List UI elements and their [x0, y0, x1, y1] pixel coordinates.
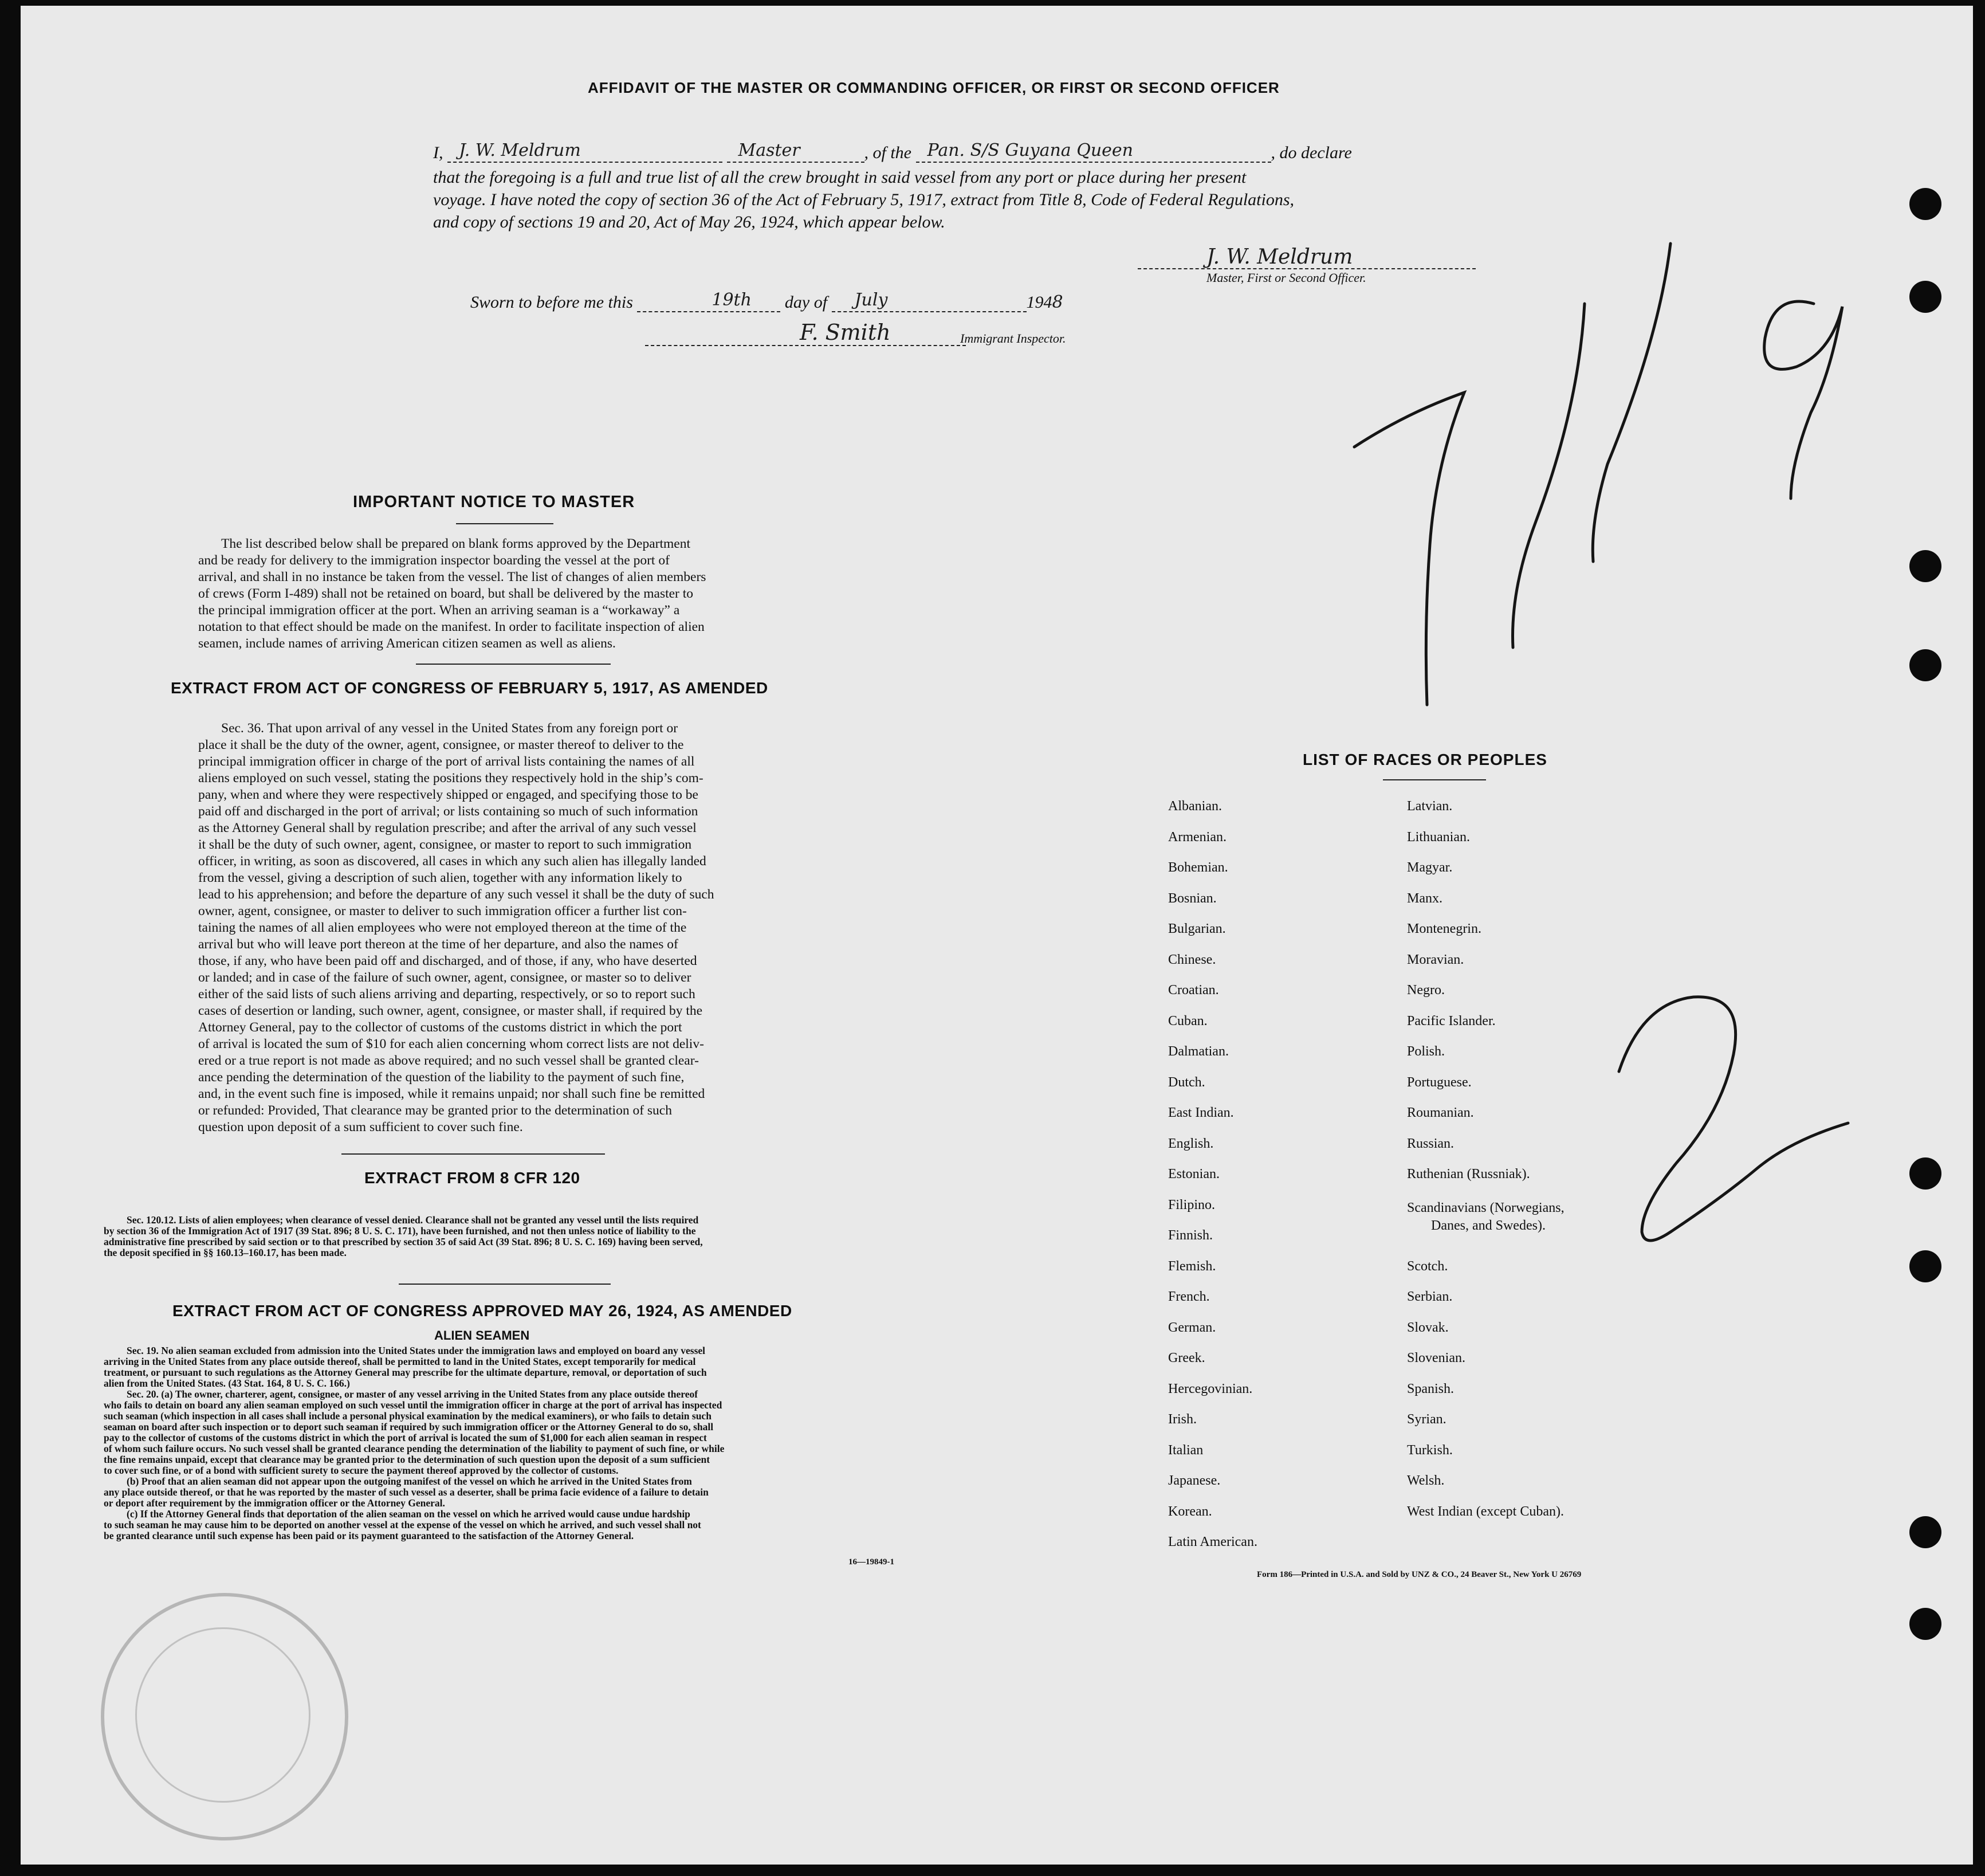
extract-1917-line: either of the said lists of such aliens arriving and departing, respectively, or so to report such [198, 987, 695, 1002]
extract-1917-line: question upon deposit of a sum sufficient to cover such fine. [198, 1120, 523, 1135]
punch-hole [1909, 1157, 1941, 1190]
master-signature-label: Master, First or Second Officer. [1206, 270, 1366, 285]
race-item: Finnish. [1168, 1228, 1213, 1243]
extract-1924-line: (b) Proof that an alien seaman did not appear upon the outgoing manifest of the vessel on which he arrived in the United States from [127, 1475, 692, 1487]
extract-1924-line: alien from the United States. (43 Stat. 164, 8 U. S. C. 166.) [104, 1377, 350, 1389]
extract-1917-line: paid off and discharged in the port of arrival; or lists containing so much of such information [198, 804, 698, 819]
extract-1924-line: treatment, or pursuant to such regulations as the Attorney General may prescribe for the ultimate departure, removal, or deportation of such [104, 1367, 707, 1378]
extract-1924-line: Sec. 20. (a) The owner, charterer, agent, consignee, or master of any vessel arriving in the United States from any place outside thereof [127, 1388, 698, 1400]
race-item: Welsh. [1407, 1473, 1445, 1488]
race-item: Korean. [1168, 1504, 1212, 1519]
punch-hole [1909, 649, 1941, 681]
of-the-text: , of the [864, 143, 911, 162]
punch-hole [1909, 550, 1941, 582]
extract-1917-line: Sec. 36. That upon arrival of any vessel in the United States from any foreign port or [221, 721, 678, 736]
extract-1917-line: owner, agent, consignee, or master to deliver to such immigration officer a further list con- [198, 904, 687, 919]
extract-1917-line: ered or a true report is not made as above required; and no such vessel shall be granted clear- [198, 1053, 699, 1068]
faded-stamp-inner [135, 1627, 310, 1803]
extract-1924-line: to such seaman he may cause him to be deported on another vessel at the expense of the vessel on which he arrived, and such vessel shall not [104, 1519, 701, 1530]
punch-hole [1909, 281, 1941, 313]
race-item: Bosnian. [1168, 891, 1217, 906]
inspector-signature-label: Immigrant Inspector. [960, 331, 1066, 346]
declaration-line-4: and copy of sections 19 and 20, Act of May 26, 1924, which appear below. [433, 213, 945, 231]
race-item: Bulgarian. [1168, 921, 1226, 936]
extract-1924-line: seaman on board after such inspection or to deport such seaman if required by such immigration officer or the Attorney General to do so, shall [104, 1421, 714, 1432]
handwritten-page-number [1338, 223, 1882, 728]
extract-1924-body [104, 1345, 929, 1541]
master-name: J. W. Meldrum [459, 140, 581, 160]
extract-1917-line: ance pending the determination of the question of the liability to the payment of such fine, [198, 1070, 685, 1085]
extract-1924-line: to cover such fine, or of a bond with sufficient surety to secure the payment thereof approved by the collector of customs. [104, 1465, 619, 1476]
race-item: Russian. [1407, 1136, 1455, 1151]
extract-1924-line: arriving in the United States from any place outside thereof, shall be permitted to land in the United States, except temporarily for medical [104, 1356, 696, 1367]
extract-1917-body [198, 720, 834, 1136]
race-item: Danes, and Swedes). [1431, 1218, 1546, 1233]
extract-1917-line: those, if any, who have been paid off and discharged, and of those, if any, who have deserted [198, 953, 697, 968]
race-item: Irish. [1168, 1412, 1197, 1427]
extract-1924-line: such seaman (which inspection in all cases shall include a personal physical examination by the medical examiners), or who fails to detain such [104, 1410, 712, 1422]
section-rule [399, 1284, 611, 1285]
race-item: Dutch. [1168, 1075, 1205, 1090]
race-item: Greek. [1168, 1351, 1205, 1365]
extract-1917-line: place it shall be the duty of the owner, agent, consignee, or master thereof to deliver to the [198, 737, 684, 752]
day-of-text: day of [784, 293, 828, 312]
year-prefix: 194 [1026, 293, 1052, 312]
extract-1917-line: taining the names of all alien employees who were not employed thereon at the time of the [198, 920, 687, 935]
race-item: Filipino. [1168, 1198, 1216, 1212]
extract-1924-line: who fails to detain on board any alien seaman employed on such vessel until the immigration officer in charge at the port of arrival has inspected [104, 1399, 722, 1411]
race-item: Portuguese. [1407, 1075, 1472, 1090]
extract-1917-line: arrival but who will leave port thereon at the time of her departure, and also the names of [198, 937, 678, 952]
master-signature: J. W. Meldrum [1206, 245, 1353, 269]
race-item: Manx. [1407, 891, 1442, 906]
extract-1924-line: be granted clearance until such expense has been paid or its payment guaranteed to the satisfaction of the Attorney General. [104, 1530, 634, 1541]
vessel-field [916, 140, 1271, 163]
document-page [21, 6, 1973, 1865]
race-item: Lithuanian. [1407, 830, 1470, 845]
race-item: Slovak. [1407, 1320, 1449, 1335]
race-item: Italian [1168, 1443, 1204, 1458]
extract-1924-line: any place outside thereof, or that he was reported by the master of such vessel as a deserter, shall be prima facie evidence of a failure to detain [104, 1486, 709, 1498]
extract-1917-line: of arrival is located the sum of $10 for each alien concerning whom correct lists are not deliv- [198, 1037, 704, 1051]
affidavit-heading: AFFIDAVIT OF THE MASTER OR COMMANDING OFFICER, OR FIRST OR SECOND OFFICER [588, 79, 1280, 96]
section-rule [341, 1153, 605, 1155]
sworn-month: July [854, 290, 888, 310]
extract-1917-line: aliens employed on such vessel, stating the positions they respectively hold in the ship’s com- [198, 771, 703, 786]
cfr-heading: EXTRACT FROM 8 CFR 120 [364, 1169, 580, 1187]
declaration-i: I, [433, 143, 443, 162]
extract-1917-line: principal immigration officer in charge of the port of arrival lists containing the names of all [198, 754, 695, 769]
alien-seamen-subheading: ALIEN SEAMEN [434, 1328, 530, 1343]
race-item: West Indian (except Cuban). [1407, 1504, 1564, 1519]
vessel-name: Pan. S/S Guyana Queen [927, 140, 1133, 160]
notice-line: The list described below shall be prepared on blank forms approved by the Department [221, 536, 690, 551]
extract-1924-line: the fine remains unpaid, except that clearance may be granted prior to the determination of such question upon the deposit of a sum sufficient [104, 1454, 710, 1465]
race-item: Pacific Islander. [1407, 1014, 1496, 1029]
notice-line: of crews (Form I-489) shall not be retained on board, but shall be delivered by the master to [198, 586, 694, 601]
race-item: Chinese. [1168, 952, 1216, 967]
notice-body [198, 536, 834, 652]
declaration-line-2: that the foregoing is a full and true list of all the crew brought in said vessel from any port or place during her present [433, 168, 1247, 187]
race-item: Hercegovinian. [1168, 1382, 1253, 1396]
race-item: Dalmatian. [1168, 1044, 1229, 1059]
race-item: Latin American. [1168, 1534, 1257, 1549]
declaration-line-1 [433, 140, 1352, 163]
races-heading: LIST OF RACES OR PEOPLES [1303, 751, 1547, 768]
cfr-line: administrative fine prescribed by said section or to that prescribed by section 35 of said Act (39 Stat. 896; 8 U. S. C. 169) having been served, [104, 1236, 703, 1247]
extract-1924-line: of whom such failure occurs. No such vessel shall be granted clearance pending the determination of the liability to payment of such fine, or while [104, 1443, 725, 1454]
cfr-line: the deposit specified in §§ 160.13–160.17, has been made. [104, 1247, 347, 1258]
extract-1924-line: pay to the collector of customs of the customs district in which the port of arrival is located the sum of $1,000 for each alien seaman in respect [104, 1432, 707, 1443]
race-item: Turkish. [1407, 1443, 1453, 1458]
race-item: Magyar. [1407, 860, 1453, 875]
punch-hole [1909, 188, 1941, 220]
extract-1917-line: officer, in writing, as soon as discovered, all cases in which any such alien has illegally landed [198, 854, 706, 869]
notice-rule [456, 523, 553, 524]
race-item: Bohemian. [1168, 860, 1228, 875]
race-item: Polish. [1407, 1044, 1445, 1059]
rank-field [727, 140, 864, 163]
notice-line: and be ready for delivery to the immigration inspector boarding the vessel at the port of [198, 553, 670, 568]
declaration-line-3: voyage. I have noted the copy of section 36 of the Act of February 5, 1917, extract from Title 8, Code of Federal Regulations, [433, 190, 1295, 209]
sworn-line [470, 292, 1063, 312]
notice-line: seamen, include names of arriving American citizen seamen as well as aliens. [198, 636, 616, 651]
notice-line: arrival, and shall in no instance be taken from the vessel. The list of changes of alien members [198, 570, 706, 584]
master-name-field [447, 140, 722, 163]
printer-footer: Form 186—Printed in U.S.A. and Sold by UNZ & CO., 24 Beaver St., New York U 26769 [1257, 1570, 1582, 1579]
race-item: Armenian. [1168, 830, 1227, 845]
extract-1917-heading: EXTRACT FROM ACT OF CONGRESS OF FEBRUARY 5, 1917, AS AMENDED [171, 679, 768, 697]
cfr-line: Sec. 120.12. Lists of alien employees; when clearance of vessel denied. Clearance shall not be granted any vessel until the lists required [127, 1214, 699, 1226]
races-rule [1383, 779, 1486, 780]
race-item: Flemish. [1168, 1259, 1216, 1274]
race-item: Syrian. [1407, 1412, 1447, 1427]
race-item: Albanian. [1168, 799, 1222, 814]
notice-heading: IMPORTANT NOTICE TO MASTER [353, 493, 635, 511]
punch-hole [1909, 1608, 1941, 1640]
race-item: Scandinavians (Norwegians, [1407, 1200, 1565, 1215]
extract-1917-line: and, in the event such fine is imposed, while it remains unpaid; nor shall such fine be remitted [198, 1086, 705, 1101]
extract-1917-line: cases of desertion or landing, such owner, agent, consignee, or master shall, if required by the [198, 1003, 703, 1018]
extract-1917-line: Attorney General, pay to the collector of customs of the customs district in which the port [198, 1020, 682, 1035]
section-rule [416, 664, 611, 665]
extract-1917-line: from the vessel, giving a description of such alien, together with any information likely to [198, 870, 682, 885]
punch-hole [1909, 1250, 1941, 1282]
cfr-line: by section 36 of the Immigration Act of 1917 (39 Stat. 896; 8 U. S. C. 171), have been furnished, and not then unless notice of liability to the [104, 1225, 696, 1237]
race-item: Estonian. [1168, 1167, 1220, 1182]
race-item: Montenegrin. [1407, 921, 1481, 936]
race-item: English. [1168, 1136, 1214, 1151]
form-code: 16—19849-1 [848, 1557, 894, 1567]
sworn-day-field [637, 290, 780, 312]
race-item: Roumanian. [1407, 1105, 1474, 1120]
race-item: German. [1168, 1320, 1216, 1335]
sworn-month-field [832, 290, 1027, 312]
race-item: Croatian. [1168, 983, 1219, 998]
race-item: Japanese. [1168, 1473, 1221, 1488]
race-item: Moravian. [1407, 952, 1464, 967]
sworn-day: 19th [712, 290, 752, 310]
rank-value: Master [738, 140, 800, 160]
inspector-signature-line [645, 320, 966, 346]
race-item: Negro. [1407, 983, 1445, 998]
extract-1924-heading: EXTRACT FROM ACT OF CONGRESS APPROVED MAY 26, 1924, AS AMENDED [172, 1302, 792, 1320]
extract-1917-line: as the Attorney General shall by regulation prescribe; and after the arrival of any such vessel [198, 821, 697, 835]
race-item: Cuban. [1168, 1014, 1208, 1029]
extract-1917-line: lead to his apprehension; and before the departure of any such vessel it shall be the duty of such [198, 887, 714, 902]
notice-line: the principal immigration officer at the port. When an arriving seaman is a “workaway” a [198, 603, 680, 618]
race-item: Scotch. [1407, 1259, 1448, 1274]
sworn-text: Sworn to before me this [470, 293, 633, 312]
cfr-body [104, 1215, 929, 1258]
do-declare-text: , do declare [1271, 143, 1352, 162]
extract-1917-line: or refunded: Provided, That clearance may be granted prior to the determination of such [198, 1103, 672, 1118]
race-item: Serbian. [1407, 1289, 1453, 1304]
race-item: Slovenian. [1407, 1351, 1465, 1365]
race-item: Spanish. [1407, 1382, 1455, 1396]
inspector-signature: F. Smith [800, 320, 891, 345]
race-item: East Indian. [1168, 1105, 1234, 1120]
extract-1917-line: it shall be the duty of such owner, agent, consignee, or master to report to such immigration [198, 837, 692, 852]
race-item: Latvian. [1407, 799, 1453, 814]
handwritten-sheet-number [1607, 980, 1871, 1278]
notice-line: notation to that effect should be made on the manifest. In order to facilitate inspection of alien [198, 619, 705, 634]
extract-1924-line: or deport after requirement by the immigration officer or the Attorney General. [104, 1497, 445, 1509]
extract-1917-line: or landed; and in case of the failure of such owner, agent, consignee, or master so to deliver [198, 970, 691, 985]
race-item: Ruthenian (Russniak). [1407, 1167, 1530, 1182]
year-suffix: 8 [1052, 292, 1063, 312]
extract-1924-line: (c) If the Attorney General finds that deportation of the alien seaman on the vessel on which he arrived would cause undue hardship [127, 1508, 690, 1520]
extract-1924-line: Sec. 19. No alien seaman excluded from admission into the United States under the immigration laws and employed on board any vessel [127, 1345, 706, 1356]
race-item: French. [1168, 1289, 1210, 1304]
extract-1917-line: pany, when and where they were respectively shipped or engaged, and specifying those to be [198, 787, 698, 802]
punch-hole [1909, 1516, 1941, 1548]
